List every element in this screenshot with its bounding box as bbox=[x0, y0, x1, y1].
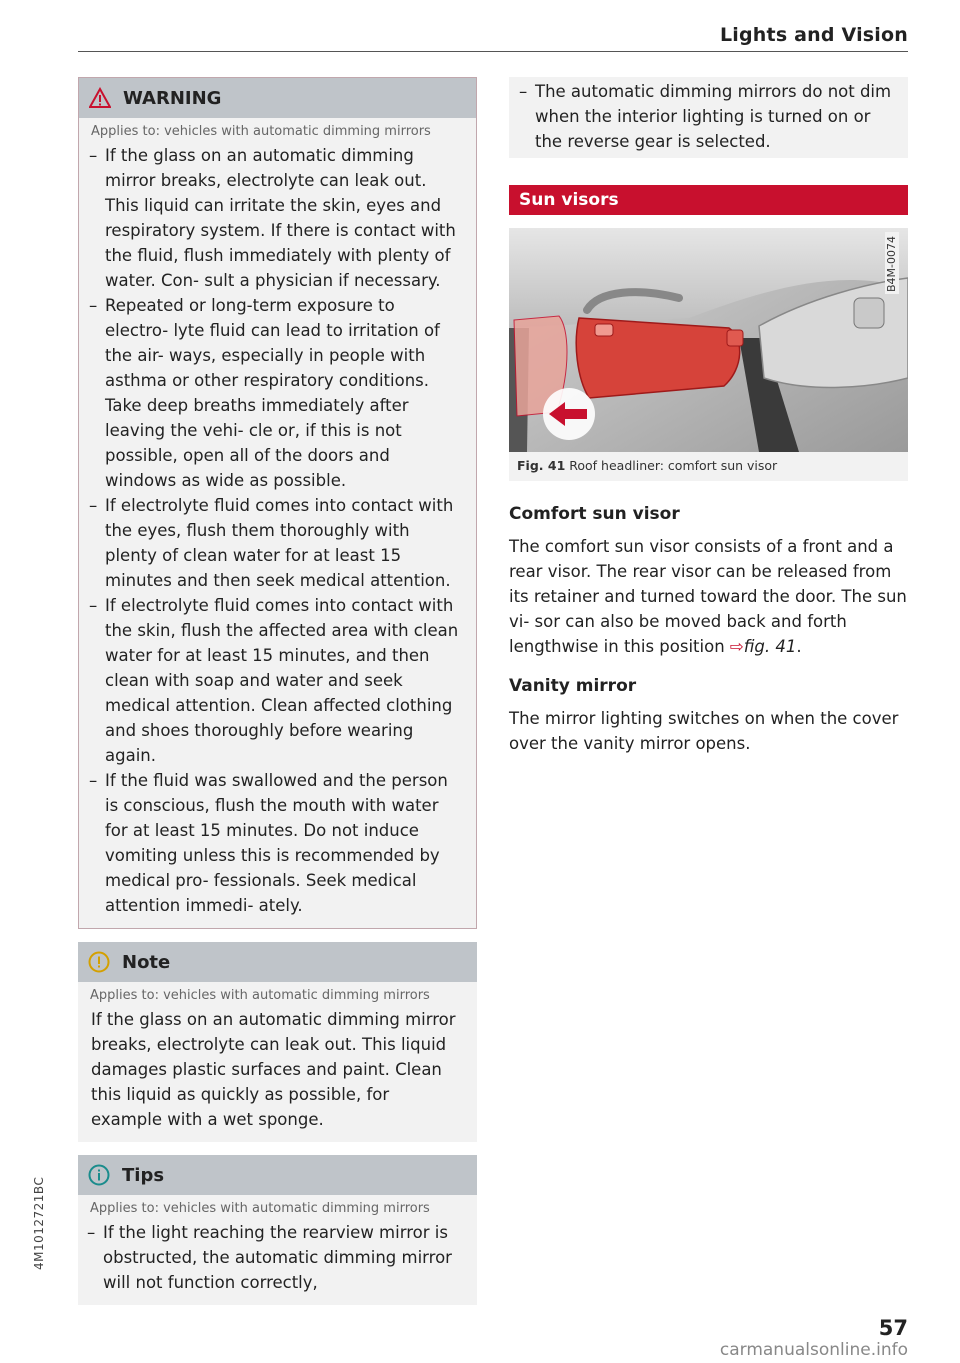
vanity-text: The mirror lighting switches on when the cover over the vanity mirror opens. bbox=[509, 709, 899, 753]
note-title: Note bbox=[122, 951, 171, 973]
fig-ref-link[interactable]: fig. 41 bbox=[743, 637, 797, 656]
figure-caption bbox=[509, 452, 908, 481]
note-header bbox=[78, 942, 477, 982]
warning-item: – If the fluid was swallowed and the person is conscious, flush the mouth with water for at least 15 minutes. Do not induce vomiting unless this is recommended by medical pro- fessionals. Seek medical attention immedi- ately. bbox=[93, 768, 462, 918]
warning-item: – If electrolyte fluid comes into contact with the skin, flush the affected area with clean water for at least 15 minutes, and then clean with soap and water and seek medical attention. Clean affected clothing and shoes thoroughly before wearing again. bbox=[93, 593, 462, 768]
figure-code: B4M-0074 bbox=[885, 236, 898, 292]
tips-title: Tips bbox=[122, 1164, 165, 1186]
warning-item: – If electrolyte fluid comes into contact with the eyes, flush them thoroughly with plenty of clean water for at least 15 minutes and then seek medical attention. bbox=[93, 493, 462, 593]
note-applies: Applies to: vehicles with automatic dimming mirrors bbox=[90, 988, 430, 1003]
vanity-heading: Vanity mirror bbox=[509, 676, 637, 696]
left-column bbox=[78, 77, 477, 1305]
tips-list bbox=[91, 1220, 463, 1295]
sun-visor-illustration bbox=[509, 228, 908, 452]
page-header-title: Lights and Vision bbox=[719, 24, 908, 46]
right-column bbox=[509, 77, 908, 756]
document-code: 4M1012721BC bbox=[32, 1176, 46, 1270]
header-rule bbox=[78, 51, 908, 52]
warning-box bbox=[78, 77, 477, 929]
warning-applies: Applies to: vehicles with automatic dimming mirrors bbox=[91, 124, 431, 139]
tips-continued-list bbox=[523, 79, 894, 154]
tips-continued-item: – The automatic dimming mirrors do not dim when the interior lighting is turned on or the reverse gear is selected. bbox=[523, 79, 894, 154]
figure-label: Fig. 41 bbox=[517, 458, 566, 473]
info-circle-icon bbox=[88, 1164, 110, 1186]
comfort-text bbox=[509, 534, 908, 659]
comfort-heading: Comfort sun visor bbox=[509, 504, 680, 524]
warning-header bbox=[79, 78, 476, 118]
figure-caption-text: Roof headliner: comfort sun visor bbox=[569, 458, 778, 473]
section-title: Sun visors bbox=[509, 185, 908, 215]
tips-header bbox=[78, 1155, 477, 1195]
tips-continued-box bbox=[509, 77, 908, 158]
watermark: carmanualsonline.info bbox=[719, 1340, 908, 1360]
warning-triangle-icon bbox=[89, 87, 111, 109]
tips-applies: Applies to: vehicles with automatic dimming mirrors bbox=[90, 1201, 430, 1216]
comfort-text-end: . bbox=[796, 637, 802, 656]
warning-item: – Repeated or long-term exposure to electro- lyte fluid can lead to irritation of the air- ways, especially in people with asthma or other respiratory conditions. Take deep breaths immediately after leaving the vehi- cle or, if this is not possible, open all of the doors and windows as wide as possible. bbox=[93, 293, 462, 493]
note-text: If the glass on an automatic dimming mirror breaks, electrolyte can leak out. This liquid damages plastic surfaces and paint. Clean this liquid as quickly as possible, for example with a wet sponge. bbox=[91, 1010, 456, 1129]
warning-list bbox=[93, 143, 462, 918]
comfort-text-body: The comfort sun visor consists of a front and a rear visor. The rear visor can be released from its retainer and turned toward the door. The sun vi- sor can also be moved back and forth lengthwise in this position bbox=[509, 537, 907, 656]
figure-41 bbox=[509, 228, 908, 481]
page-number: 57 bbox=[878, 1316, 908, 1340]
tips-box bbox=[78, 1155, 477, 1305]
warning-title: WARNING bbox=[123, 87, 222, 109]
fig-ref-arrow: ⇨ bbox=[729, 637, 744, 656]
warning-item: – If the glass on an automatic dimming mirror breaks, electrolyte can leak out. This liquid can irritate the skin, eyes and respiratory system. If there is contact with the fluid, flush immediately with plenty of water. Con- sult a physician if necessary. bbox=[93, 143, 462, 293]
tips-item: – If the light reaching the rearview mirror is obstructed, the automatic dimming mirror will not function correctly, bbox=[91, 1220, 463, 1295]
note-box bbox=[78, 942, 477, 1142]
exclamation-circle-icon bbox=[88, 951, 110, 973]
